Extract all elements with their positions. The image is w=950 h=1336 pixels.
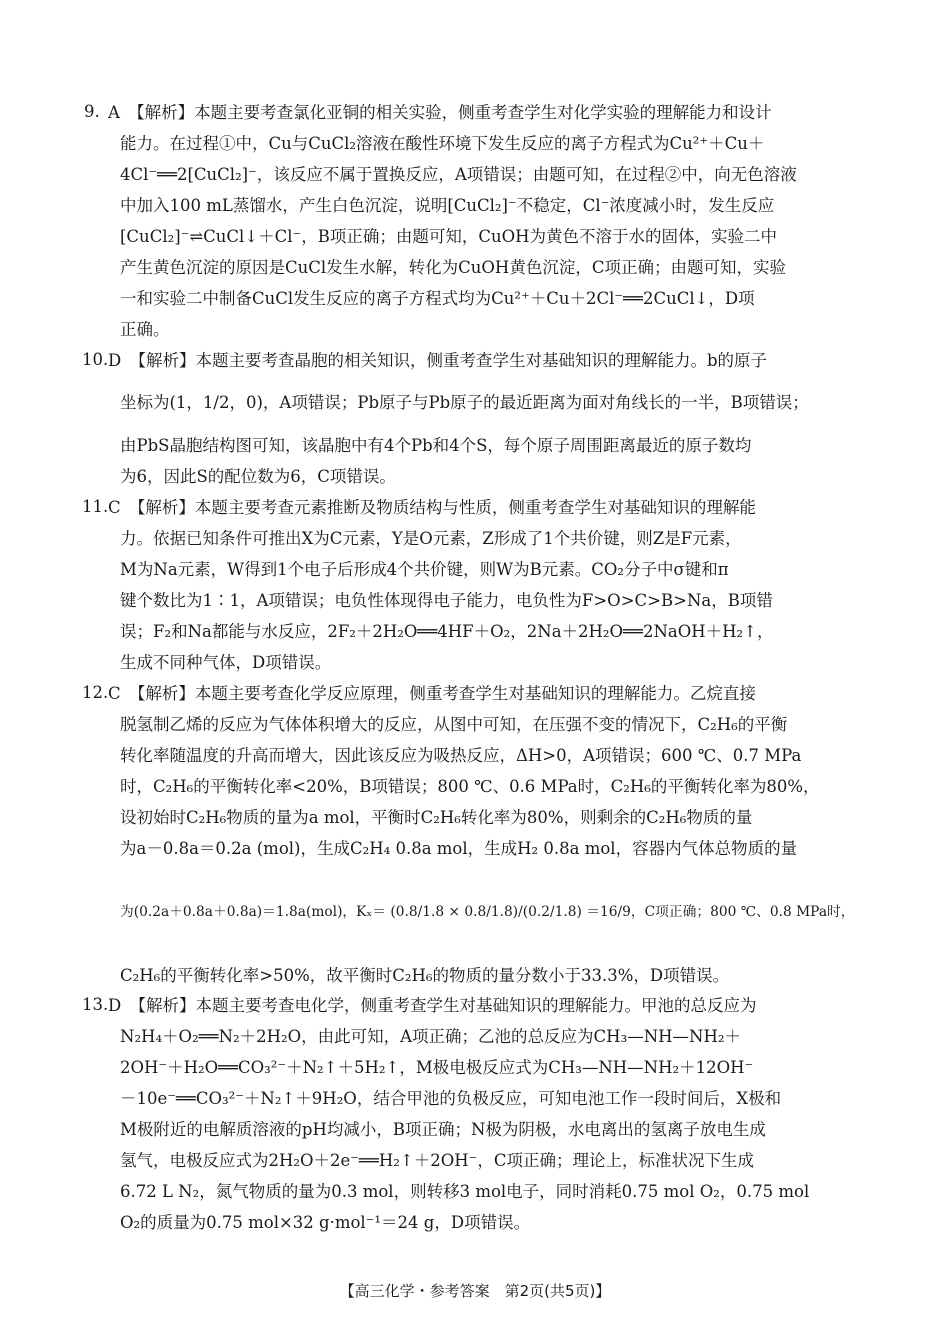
answer-line: 中加入100 mL蒸馏水，产生白色沉淀，说明[CuCl₂]⁻不稳定，Cl⁻浓度减小时，发生反应 bbox=[120, 196, 775, 215]
answer-number: 12. bbox=[82, 683, 109, 702]
answer-number: 9. bbox=[84, 102, 100, 121]
answer-line: C 【解析】本题主要考查化学反应原理，侧重考查学生对基础知识的理解能力。乙烷直接 bbox=[108, 684, 756, 703]
answer-line: 能力。在过程①中，Cu与CuCl₂溶液在酸性环境下发生反应的离子方程式为Cu²⁺＋Cu＋ bbox=[120, 134, 765, 153]
answer-line: 设初始时C₂H₆物质的量为a mol，平衡时C₂H₆转化率为80%，则剩余的C₂H₆物质的量 bbox=[120, 808, 753, 827]
answer-line: 4Cl⁻══2[CuCl₂]⁻，该反应不属于置换反应，A项错误；由题可知，在过程②中，向无色溶液 bbox=[120, 165, 797, 184]
answer-line-formula: 为(0.2a＋0.8a＋0.8a)＝1.8a(mol)，Kₓ＝ (0.8/1.8 × 0.8/1.8)/(0.2/1.8) ＝16/9，C项正确；800 ℃、0.8 MPa时， bbox=[120, 904, 855, 920]
answer-line: 误；F₂和Na都能与水反应，2F₂＋2H₂O══4HF＋O₂，2Na＋2H₂O══2NaOH＋H₂↑， bbox=[120, 622, 774, 641]
answer-line: 2OH⁻＋H₂O══CO₃²⁻＋N₂↑＋5H₂↑，M极电极反应式为CH₃—NH—NH₂＋12OH⁻ bbox=[120, 1058, 754, 1077]
answer-line: C 【解析】本题主要考查元素推断及物质结构与性质，侧重考查学生对基础知识的理解能 bbox=[108, 498, 756, 517]
answer-line: D 【解析】本题主要考查晶胞的相关知识，侧重考查学生对基础知识的理解能力。b的原子 bbox=[108, 351, 768, 370]
page-footer: 【高三化学・参考答案 第2页(共5页)】 bbox=[339, 1282, 611, 1300]
answer-line: A 【解析】本题主要考查氯化亚铜的相关实验，侧重考查学生对化学实验的理解能力和设计 bbox=[108, 103, 772, 122]
answer-line: [CuCl₂]⁻⇌CuCl↓＋Cl⁻，B项正确；由题可知，CuOH为黄色不溶于水的固体，实验二中 bbox=[120, 227, 778, 246]
answer-line: 力。依据已知条件可推出X为C元素，Y是O元素，Z形成了1个共价键，则Z是F元素， bbox=[120, 529, 742, 548]
answer-line: 产生黄色沉淀的原因是CuCl发生水解，转化为CuOH黄色沉淀，C项正确；由题可知，实验 bbox=[120, 258, 786, 277]
answer-line: 正确。 bbox=[120, 320, 170, 339]
answer-line: 氢气，电极反应式为2H₂O＋2e⁻══H₂↑＋2OH⁻，C项正确；理论上，标准状况下生成 bbox=[120, 1151, 754, 1170]
answer-number: 10. bbox=[82, 350, 109, 369]
answer-line: D 【解析】本题主要考查电化学，侧重考查学生对基础知识的理解能力。甲池的总反应为 bbox=[108, 996, 757, 1015]
answer-number: 13. bbox=[82, 995, 109, 1014]
answer-line: 生成不同种气体，D项错误。 bbox=[120, 653, 332, 672]
answer-line: C₂H₆的平衡转化率>50%，故平衡时C₂H₆的物质的量分数小于33.3%，D项错误。 bbox=[120, 966, 730, 985]
answer-line: O₂的质量为0.75 mol×32 g·mol⁻¹＝24 g，D项错误。 bbox=[120, 1213, 531, 1232]
answer-line: 坐标为(1，1/2，0)，A项错误；Pb原子与Pb原子的最近距离为面对角线长的一半，B项错误； bbox=[120, 393, 809, 412]
answer-line: 为a－0.8a＝0.2a (mol)，生成C₂H₄ 0.8a mol，生成H₂ 0.8a mol，容器内气体总物质的量 bbox=[120, 839, 798, 858]
answer-line: 由PbS晶胞结构图可知，该晶胞中有4个Pb和4个S，每个原子周围距离最近的原子数均 bbox=[120, 436, 752, 455]
answer-line: 时，C₂H₆的平衡转化率<20%，B项错误；800 ℃、0.6 MPa时，C₂H₆的平衡转化率为80%， bbox=[120, 777, 820, 796]
answer-line: 一和实验二中制备CuCl发生反应的离子方程式均为Cu²⁺＋Cu＋2Cl⁻══2CuCl↓，D项 bbox=[120, 289, 755, 308]
answer-line: N₂H₄＋O₂══N₂＋2H₂O，由此可知，A项正确；乙池的总反应为CH₃—NH—NH₂＋ bbox=[120, 1027, 741, 1046]
answer-line: －10e⁻══CO₃²⁻＋N₂↑＋9H₂O，结合甲池的负极反应，可知电池工作一段时间后，X极和 bbox=[120, 1089, 782, 1108]
answer-line: 脱氢制乙烯的反应为气体体积增大的反应，从图中可知，在压强不变的情况下，C₂H₆的平衡 bbox=[120, 715, 788, 734]
answer-number: 11. bbox=[82, 497, 109, 516]
answer-line: 为6，因此S的配位数为6，C项错误。 bbox=[120, 467, 396, 486]
answer-line: M极附近的电解质溶液的pH均减小，B项正确；N极为阴极，水电离出的氢离子放电生成 bbox=[120, 1120, 766, 1139]
answer-line: 键个数比为1∶1，A项错误；电负性体现得电子能力，电负性为F>O>C>B>Na，B项错 bbox=[120, 591, 773, 610]
answer-line: 转化率随温度的升高而增大，因此该反应为吸热反应，ΔH>0，A项错误；600 ℃、0.7 MPa bbox=[120, 746, 802, 765]
answer-line: 6.72 L N₂，氮气物质的量为0.3 mol，则转移3 mol电子，同时消耗0.75 mol O₂，0.75 mol bbox=[120, 1182, 810, 1201]
answer-line: M为Na元素，W得到1个电子后形成4个共价键，则W为B元素。CO₂分子中σ键和π bbox=[120, 560, 729, 579]
